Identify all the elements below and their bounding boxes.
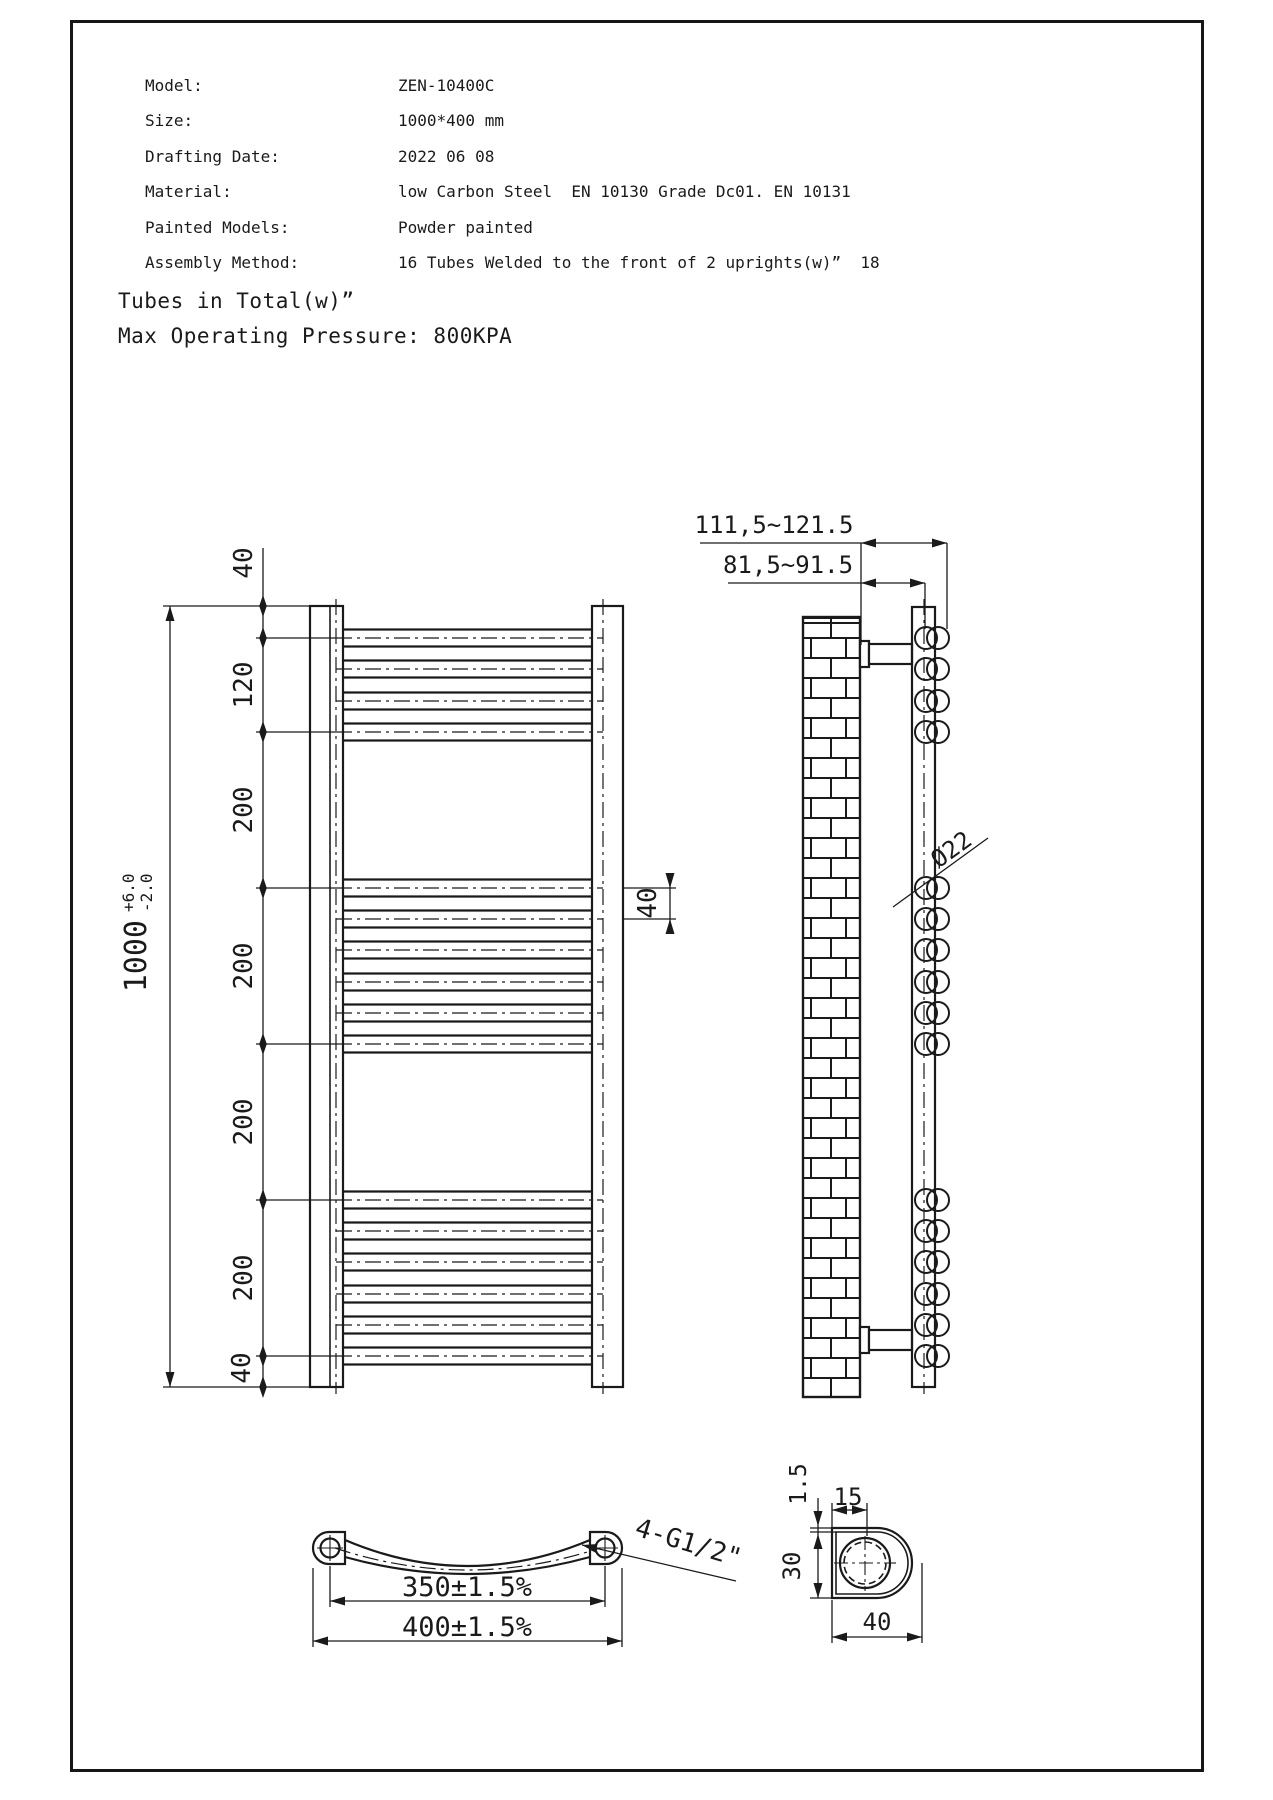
dim-wall-to-center: 81,5~91.5 — [722, 551, 854, 579]
material-value: low Carbon Steel EN 10130 Grade Dc01. EN 10131 — [398, 182, 851, 201]
bottom-view-outline — [313, 1532, 622, 1574]
overall-height-dim — [119, 873, 156, 992]
tube-curve-front — [345, 1540, 590, 1566]
drafting-date-value: 2022 06 08 — [398, 147, 495, 166]
wall-section — [803, 617, 860, 1397]
wall-brackets — [860, 641, 912, 1353]
top-bracket-arm — [869, 644, 912, 664]
dim-1000: 1000 — [119, 920, 154, 993]
dim-200-b: 200 — [229, 942, 259, 990]
dim-1-5: 1.5 — [786, 1463, 812, 1505]
dim-200-d: 200 — [229, 1254, 259, 1302]
painted-models-label: Painted Models: — [145, 218, 290, 237]
bottom-bracket-arm — [869, 1330, 912, 1350]
dim-tol-plus: +6.0 — [119, 873, 138, 912]
model-label: Model: — [145, 76, 203, 95]
side-view — [695, 511, 988, 1397]
dim-top-40: 40 — [229, 547, 259, 579]
max-pressure-line: Max Operating Pressure: 800KPA — [118, 324, 513, 348]
tube-diameter-label: Ø22 — [925, 825, 978, 874]
thread-spec-label: 4-G1/2" — [631, 1512, 746, 1574]
dim-bottom-40: 40 — [227, 1352, 257, 1384]
dim-200-c: 200 — [229, 1098, 259, 1146]
material-label: Material: — [145, 182, 232, 201]
detail-view — [778, 1463, 922, 1643]
dim-200-a: 200 — [229, 786, 259, 834]
dim-350: 350±1.5% — [401, 1572, 533, 1603]
assembly-method-value: 16 Tubes Welded to the front of 2 uprights(w)” 18 — [398, 253, 880, 272]
size-label: Size: — [145, 111, 194, 130]
assembly-method-label: Assembly Method: — [145, 253, 300, 272]
cap-crosshairs — [317, 1535, 618, 1561]
front-tubes — [336, 630, 603, 1365]
painted-models-value: Powder painted — [398, 218, 533, 237]
bottom-bracket-flange — [860, 1327, 869, 1353]
dim-tol-minus: -2.0 — [137, 873, 156, 912]
bottom-view — [313, 1513, 745, 1647]
dim-wall-to-outer: 111,5~121.5 — [694, 511, 854, 539]
dim-pitch-40: 40 — [633, 887, 663, 919]
model-value: ZEN-10400C — [398, 76, 495, 95]
front-upright-centerlines — [336, 599, 603, 1394]
section-centerlines — [834, 1536, 896, 1591]
size-value: 1000*400 mm — [398, 111, 504, 130]
front-view — [119, 547, 676, 1398]
drafting-date-label: Drafting Date: — [145, 147, 280, 166]
dim-30: 30 — [778, 1551, 806, 1581]
assembly-method-continuation: Tubes in Total(w)” — [118, 289, 355, 313]
dim-120: 120 — [229, 661, 259, 709]
dim-40: 40 — [862, 1608, 892, 1636]
dim-15: 15 — [833, 1483, 863, 1511]
side-dimension-arrows — [861, 539, 947, 588]
front-dimension-texts — [227, 547, 663, 1383]
side-tube-ends — [915, 627, 949, 1367]
dim-400: 400±1.5% — [401, 1612, 533, 1643]
